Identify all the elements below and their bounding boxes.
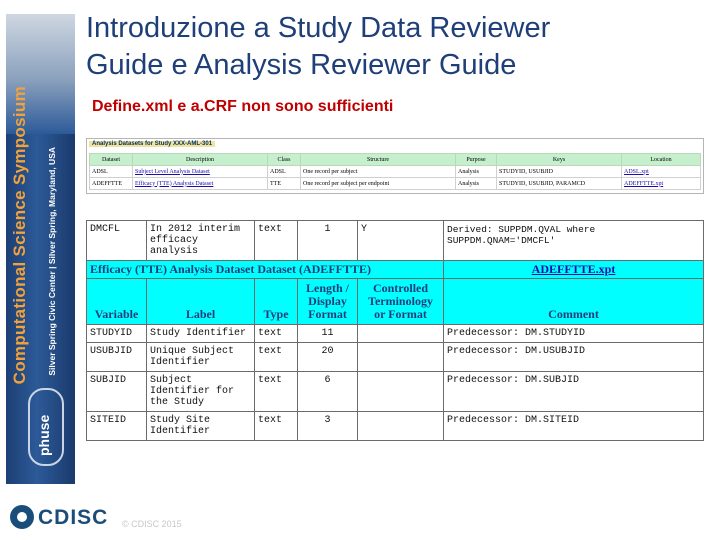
header-purpose: Purpose	[456, 154, 497, 166]
cell-label: Subject Identifier for the Study	[147, 372, 255, 412]
cell-dataset: ADEFFTTE	[90, 178, 133, 190]
slide-title-line-1: Introduzione a Study Data Reviewer	[86, 12, 551, 44]
header-class: Class	[268, 154, 301, 166]
cell-comment: Predecessor: DM.USUBJID	[444, 343, 704, 372]
header-comment: Comment	[444, 279, 704, 325]
slide-subtitle: Define.xml e a.CRF non sono sufficienti	[92, 98, 394, 115]
header-dataset: Dataset	[90, 154, 133, 166]
table-row	[87, 325, 704, 343]
cell-keys: STUDYID, USUBJID, PARAMCD	[497, 178, 622, 190]
table-row	[90, 178, 701, 190]
cell-type: text	[255, 343, 298, 372]
define-metadata-table	[86, 220, 704, 441]
dmcfl-row	[87, 221, 704, 261]
cell-purpose: Analysis	[456, 166, 497, 178]
cell-length: 3	[298, 412, 358, 441]
cell-ct	[358, 412, 444, 441]
cell-length: 20	[298, 343, 358, 372]
tte-header-row	[87, 279, 704, 325]
slide-title	[86, 10, 706, 84]
tte-dataset-title: Efficacy (TTE) Analysis Dataset Dataset (ADEFFTTE)	[87, 261, 444, 279]
cell-comment: Predecessor: DM.STUDYID	[444, 325, 704, 343]
header-length: Length / Display Format	[298, 279, 358, 325]
analysis-datasets-header-row	[90, 154, 701, 166]
cell-label: Unique Subject Identifier	[147, 343, 255, 372]
header-variable: Variable	[87, 279, 147, 325]
cell-description-link[interactable]: Efficacy (TTE) Analysis Dataset	[133, 178, 268, 190]
table-row	[87, 412, 704, 441]
slide-title-line-2: Guide e Analysis Reviewer Guide	[86, 49, 517, 81]
tte-dataset-title-row	[87, 261, 704, 279]
header-location: Location	[622, 154, 701, 166]
analysis-datasets-screenshot	[86, 138, 704, 194]
cell-variable: SITEID	[87, 412, 147, 441]
cell-class: TTE	[268, 178, 301, 190]
cell-variable: SUBJID	[87, 372, 147, 412]
cell-location-link[interactable]: ADEFFTTE.xpt	[622, 178, 701, 190]
header-ct: Controlled Terminology or Format	[358, 279, 444, 325]
cell-label: Study Identifier	[147, 325, 255, 343]
cell-comment: Predecessor: DM.SUBJID	[444, 372, 704, 412]
phuse-logo-text: phuse	[36, 414, 52, 456]
cell-comment: Predecessor: DM.SITEID	[444, 412, 704, 441]
dmcfl-label: In 2012 interim efficacy analysis	[147, 221, 255, 261]
table-row	[87, 343, 704, 372]
dmcfl-ct: Y	[358, 221, 444, 261]
dmcfl-type: text	[255, 221, 298, 261]
cell-ct	[358, 343, 444, 372]
cell-ct	[358, 325, 444, 343]
header-structure: Structure	[301, 154, 456, 166]
cell-keys: STUDYID, USUBJID	[497, 166, 622, 178]
tte-dataset-link[interactable]: ADEFFTTE.xpt	[444, 261, 704, 279]
dmcfl-length: 1	[298, 221, 358, 261]
cell-variable: STUDYID	[87, 325, 147, 343]
symposium-title: Computational Science Symposium	[10, 85, 29, 384]
cell-type: text	[255, 412, 298, 441]
cell-description-link[interactable]: Subject Level Analysis Dataset	[133, 166, 268, 178]
cell-length: 11	[298, 325, 358, 343]
cell-structure: One record per subject per endpoint	[301, 178, 456, 190]
dmcfl-variable: DMCFL	[87, 221, 147, 261]
cell-structure: One record per subject	[301, 166, 456, 178]
header-type: Type	[255, 279, 298, 325]
sidebar-banner	[6, 14, 75, 484]
table-row	[90, 166, 701, 178]
cell-ct	[358, 372, 444, 412]
copyright-notice: © CDISC 2015	[122, 519, 182, 529]
cell-location-link[interactable]: ADSL.xpt	[622, 166, 701, 178]
cell-type: text	[255, 372, 298, 412]
cell-type: text	[255, 325, 298, 343]
phuse-logo	[28, 388, 64, 466]
symposium-location: Silver Spring Civic Center | Silver Spring, Maryland, USA	[47, 147, 57, 376]
analysis-datasets-table	[89, 153, 701, 190]
cdisc-logo-text: CDISC	[38, 506, 109, 529]
cell-purpose: Analysis	[456, 178, 497, 190]
table-row	[87, 372, 704, 412]
cell-label: Study Site Identifier	[147, 412, 255, 441]
dmcfl-comment: Derived: SUPPDM.QVAL where SUPPDM.QNAM='DMCFL'	[444, 221, 704, 261]
cell-variable: USUBJID	[87, 343, 147, 372]
cell-dataset: ADSL	[90, 166, 133, 178]
cell-length: 6	[298, 372, 358, 412]
header-description: Description	[133, 154, 268, 166]
analysis-datasets-caption: Analysis Datasets for Study XXX-AML-301	[89, 141, 215, 147]
cell-class: ADSL	[268, 166, 301, 178]
header-label: Label	[147, 279, 255, 325]
header-keys: Keys	[497, 154, 622, 166]
cdisc-mark-icon	[10, 505, 34, 529]
